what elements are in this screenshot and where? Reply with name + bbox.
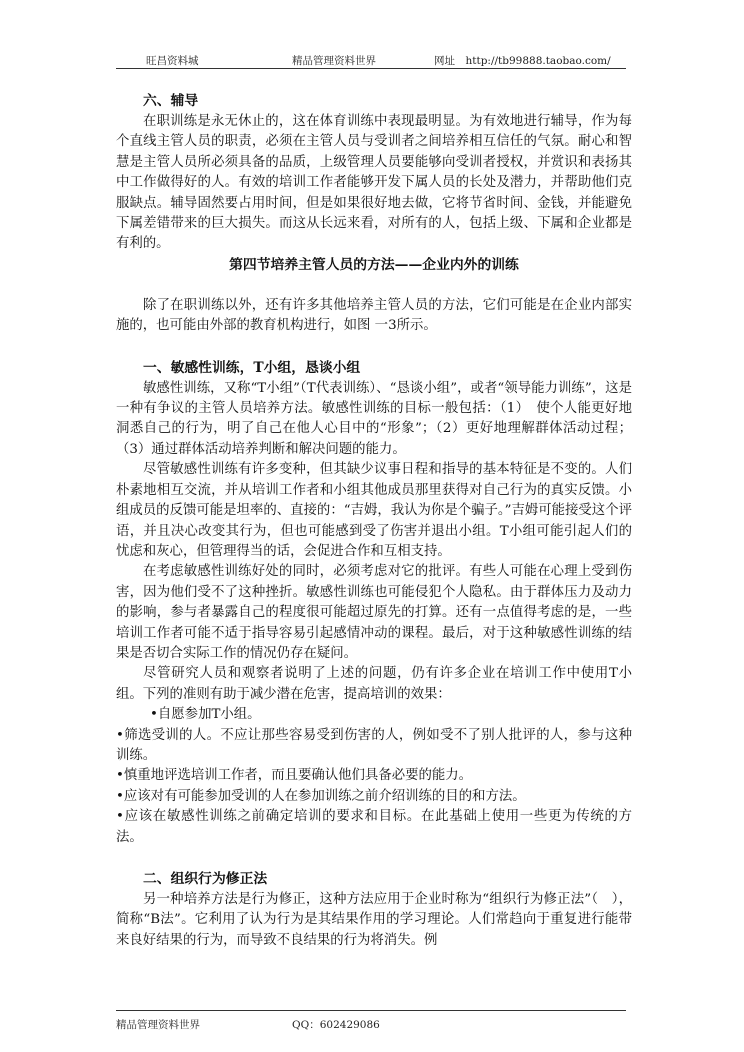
subsection-1-paragraph-3: 在考虑敏感性训练好处的同时，必须考虑对它的批评。有些人可能在心理上受到伤害，因为他们受不了这种挫折。敏感性训练也可能侵犯个人隐私。由于群体压力及动力的影响，参与者暴露自己的程度很可能超过原先的打算。还有一点值得考虑的是，一些培训工作者可能不适于指导容易引起感情冲动的课程。最后，对于这种敏感性训练的结果是否切合实际工作的情况仍存在疑问。 [116, 564, 632, 661]
guideline-bullet: •应该对有可能参加受训的人在参加训练之前介绍训练的目的和方法。 [116, 788, 526, 804]
blank-line [116, 848, 632, 868]
intro-paragraph: 除了在职训练以外，还有许多其他培养主管人员的方法，它们可能是在企业内部实施的，也可能由外部的教育机构进行，如图 一3所示。 [116, 297, 632, 334]
blank-line [116, 337, 632, 357]
section-6-paragraph: 在职训练是永无休止的，这在体育训练中表现最明显。为有效地进行辅导，作为每个直线主管人员的职责，必须在主管人员与受训者之间培养相互信任的气氛。耐心和智慧是主管人员所必须具备的品质，上级管理人员要能够向受训者授权，并赏识和表扬其中工作做得好的人。有效的培训工作者能够开发下属人员的长处及潜力，并帮助他们克服缺点。辅导固然要占用时间，但是如果很好地去做，它将节省时间、金钱，并能避免下属差错带来的巨大损失。而这从长远来看，对所有的人，包括上级、下属和企业都是有利的。 [116, 114, 632, 252]
page-footer [116, 1010, 626, 1031]
subsection-1-heading: 一、敏感性训练，T小组，恳谈小组 [143, 359, 361, 376]
header-slogan: 精品管理资料世界 [292, 55, 376, 67]
subsection-1-paragraph-1: 敏感性训练，又称“T小组”（T代表训练）、“恳谈小组”，或者“领导能力训练”，这是一种有争议的主管人员培养方法。敏感性训练的目标一般包括：（1） 使个人能更好地洞悉自己的行为，明了自己在他人心目中的“形象”；（2）更好地理解群体活动过程；（3）通过群体活动培养判断和解决问题的能力。 [116, 380, 632, 457]
guideline-bullet: •慎重地评选培训工作者，而且要确认他们具备必要的能力。 [116, 768, 473, 784]
footer-site-name: 精品管理资料世界 [116, 1019, 200, 1031]
subsection-1-paragraph-2: 尽管敏感性训练有许多变种，但其缺少议事日程和指导的基本特征是不变的。人们朴素地相互交流，并从培训工作者和小组其他成员那里获得对自己行为的真实反馈。小组成员的反馈可能是坦率的、直接的：“吉姆，我认为你是个骗子。”吉姆可能接受这个评语，并且决心改变其行为，但也可能感到受了伤害并退出小组。T小组可能引起人们的忧虑和灰心，但管理得当的话，会促进合作和互相支持。 [116, 462, 632, 559]
section-4-title: 第四节培养主管人员的方法——企业内外的训练 [229, 256, 519, 273]
guideline-bullet: •应该在敏感性训练之前确定培训的要求和目标。在此基础上使用一些更为传统的方法。 [116, 809, 632, 845]
footer-qq: QQ：602429086 [292, 1019, 380, 1031]
subsection-1-paragraph-4: 尽管研究人员和观察者说明了上述的问题，仍有许多企业在培训工作中使用T小组。下列的准则有助于减少潜在危害，提高培训的效果： [116, 666, 632, 702]
header-site-name: 旺昌资料城 [146, 55, 199, 67]
document-body [116, 90, 632, 951]
subsection-2-paragraph: 另一种培养方法是行为修正，这种方法应用于企业时称为“组织行为修正法”（ ），简称“B法”。它利用了认为行为是其结果作用的学习理论。人们常趋向于重复进行能带来良好结果的行为，而导致不良结果的行为将消失。例 [116, 892, 632, 948]
page-header [116, 50, 626, 69]
guideline-bullet: •自愿参加T小组。 [150, 707, 261, 723]
header-url[interactable]: 网址 http://tb99888.taobao.com/ [434, 55, 611, 67]
blank-line [116, 276, 632, 296]
subsection-2-heading: 二、组织行为修正法 [143, 871, 268, 887]
guideline-bullet: •筛选受训的人。不应让那些容易受到伤害的人，例如受不了别人批评的人，参与这种训练。 [116, 727, 632, 763]
section-6-heading: 六、辅导 [143, 93, 199, 109]
